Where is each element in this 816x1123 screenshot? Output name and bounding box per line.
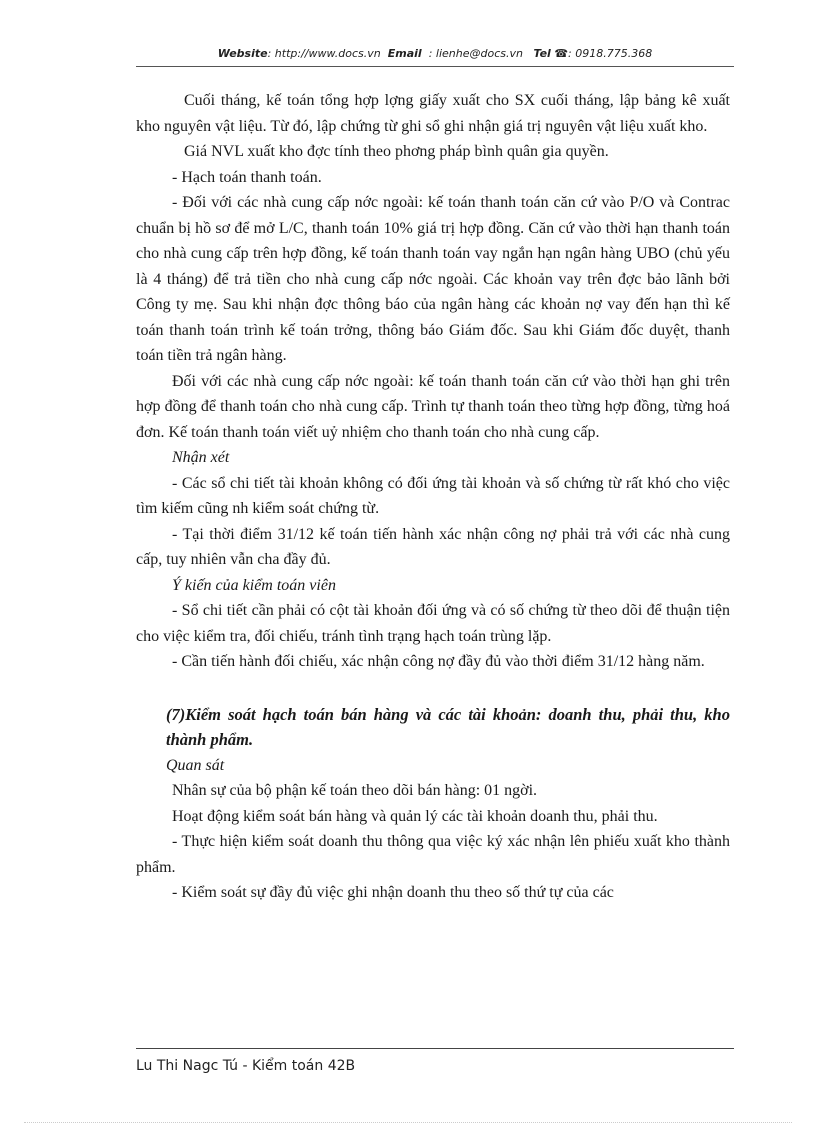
- section-heading-7: (7)Kiểm soát hạch toán bán hàng và các tài khoản: doanh thu, phải thu, kho thành phẩm.: [166, 704, 730, 749]
- email-address[interactable]: : lienhe@docs.vn: [428, 47, 523, 60]
- paragraph: - Hạch toán thanh toán.: [172, 168, 322, 186]
- website-label: Website: [217, 47, 268, 60]
- tel-number: : 0918.775.368: [568, 47, 653, 60]
- paragraph: Nhân sự của bộ phận kế toán theo dõi bán hàng: 01 ngời.: [172, 782, 538, 799]
- page-header: [136, 47, 734, 60]
- header-divider: [136, 66, 734, 67]
- paragraph: - Tại thời điểm 31/12 kế toán tiến hành xác nhận công nợ phải trả với các nhà cung cấp, tuy nhiên vẫn cha đầy đủ.: [136, 525, 730, 568]
- paragraph: Giá NVL xuất kho đợc tính theo phơng pháp bình quân gia quyền.: [184, 143, 609, 160]
- email-label: Email: [387, 47, 422, 60]
- paragraph: - Các sổ chi tiết tài khoản không có đối ứng tài khoản và số chứng từ rất khó cho việc tìm kiếm cũng nh kiểm soát chứng từ.: [136, 474, 730, 517]
- section-label-nhan-xet: Nhận xét: [172, 449, 230, 466]
- section-label-y-kien: Ý kiến của kiểm toán viên: [172, 576, 336, 594]
- section-label-quan-sat: Quan sát: [166, 756, 225, 774]
- tel-label: Tel: [533, 47, 551, 60]
- paragraph: - Cần tiến hành đối chiếu, xác nhận công nợ đầy đủ vào thời điểm 31/12 hàng năm.: [172, 653, 705, 670]
- paragraph: Đối với các nhà cung cấp nớc ngoài: kế toán thanh toán căn cứ vào thời hạn ghi trên hợp đồng để thanh toán cho nhà cung cấp. Trình tự thanh toán theo từng hợp đồng, từng hoá đơn. Kế toán thanh toán viết uỷ nhiệm cho thanh toán cho nhà cung cấp.: [136, 372, 730, 441]
- website-url[interactable]: : http://www.docs.vn: [267, 47, 381, 60]
- footer-divider: [136, 1048, 734, 1049]
- paragraph: Hoạt động kiểm soát bán hàng và quản lý các tài khoản doanh thu, phải thu.: [172, 807, 658, 825]
- document-body: [136, 88, 730, 906]
- paragraph: - Sổ chi tiết cần phải có cột tài khoản đối ứng và có số chứng từ theo dõi để thuận tiện cho việc kiểm tra, đối chiếu, tránh tình trạng hạch toán trùng lặp.: [136, 602, 730, 645]
- paragraph: Cuối tháng, kế toán tổng hợp lợng giấy xuất cho SX cuối tháng, lập bảng kê xuất kho nguyên vật liệu. Từ đó, lập chứng từ ghi sổ ghi nhận giá trị nguyên vật liệu xuất kho.: [136, 92, 730, 135]
- page-footer: Lu Thi Nagc Tú - Kiểm toán 42B: [136, 1058, 356, 1074]
- phone-icon: ☎: [554, 47, 569, 60]
- paragraph: - Đối với các nhà cung cấp nớc ngoài: kế toán thanh toán căn cứ vào P/O và Contrac chuẩn bị hồ sơ để mở L/C, thanh toán 10% giá trị hợp đồng. Căn cứ vào thời hạn thanh toán cho nhà cung cấp trên hợp đồng, kế toán thanh toán vay ngắn hạn ngân hàng UBO (chủ yếu là 4 tháng) để trả tiền cho nhà cung cấp nớc ngoài. Các khoản vay trên đợc bảo lãnh bởi Công ty mẹ. Sau khi nhận đợc thông báo của ngân hàng các khoản nợ vay đến hạn thì kế toán thanh toán trình kế toán trởng, thông báo Giám đốc. Sau khi Giám đốc duyệt, thanh toán tiền trả ngân hàng.: [136, 194, 730, 364]
- paragraph: - Thực hiện kiểm soát doanh thu thông qua việc ký xác nhận lên phiếu xuất kho thành phẩm.: [136, 833, 730, 876]
- paragraph: - Kiểm soát sự đầy đủ việc ghi nhận doanh thu theo số thứ tự của các: [172, 884, 614, 901]
